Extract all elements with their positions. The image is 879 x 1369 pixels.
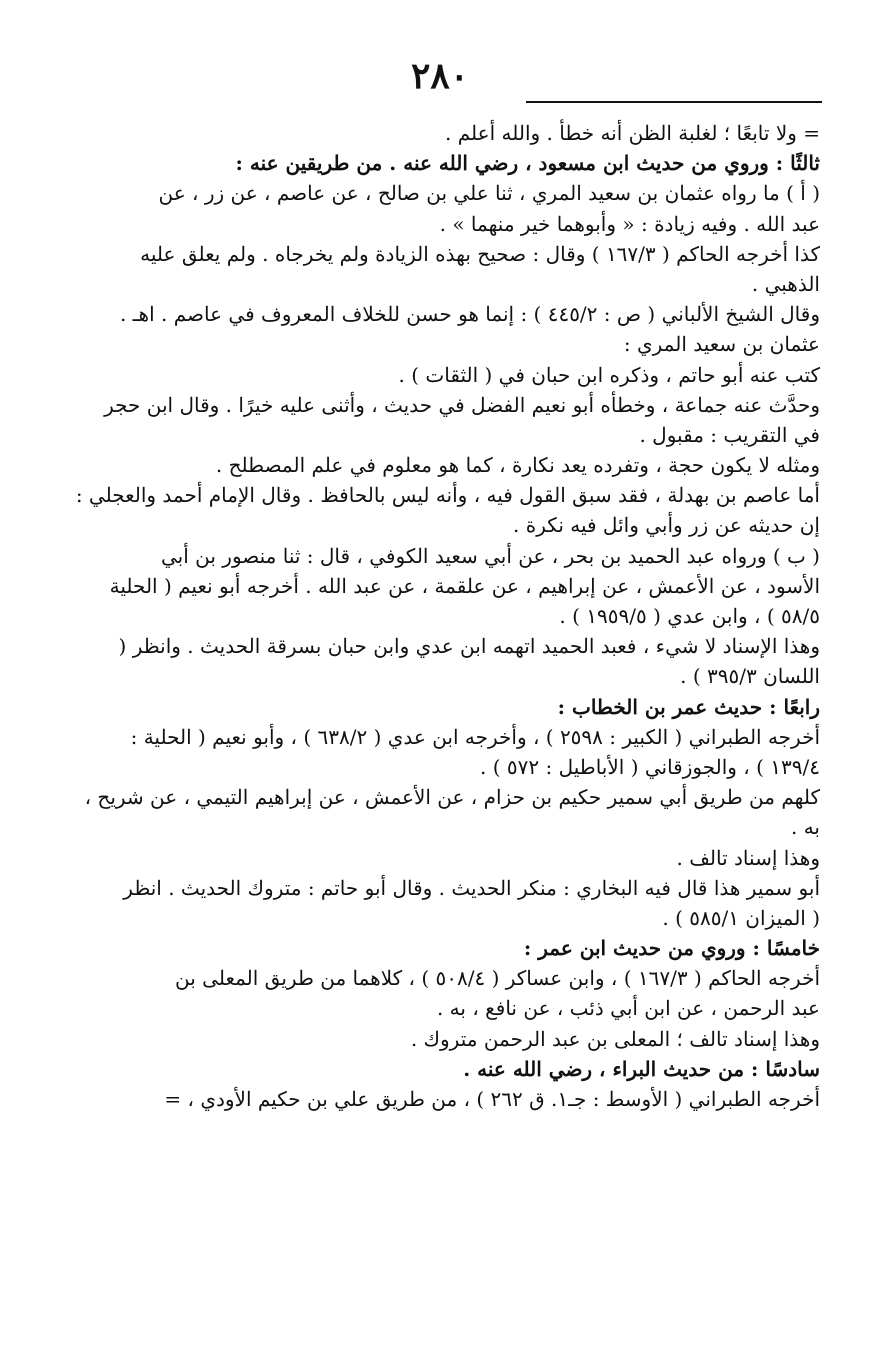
section-heading-line: سادسًا : من حديث البراء ، رضي الله عنه . [463,1056,820,1081]
text-line: عبد الله . وفيه زيادة : « وأبوهما خير منهما » . [439,211,820,236]
text-line: أخرجه الطبراني ( الكبير : ٢٥٩٨ ) ، وأخرجه ابن عدي ( ٦٣٨/٢ ) ، وأبو نعيم ( الحلية : [130,724,820,749]
text-line: اللسان ٣٩٥/٣ ) . [680,664,820,689]
text-line: ١٣٩/٤ ) ، والجوزقاني ( الأباطيل : ٥٧٢ ) . [480,754,820,779]
text-line: كتب عنه أبو حاتم ، وذكره ابن حبان في ( الثقات ) . [398,362,820,387]
text-line: الأسود ، عن الأعمش ، عن إبراهيم ، عن علقمة ، عن عبد الله . أخرجه أبو نعيم ( الحلية [109,573,820,598]
page-body [50,118,820,1114]
text-line: ( ب ) ورواه عبد الحميد بن بحر ، عن أبي سعيد الكوفي ، قال : ثنا منصور بن أبي [160,543,820,568]
text-line: ٥٨/٥ ) ، وابن عدي ( ١٩٥٩/٥ ) . [559,604,820,628]
text-line: ( الميزان ٥٨٥/١ ) . [662,905,820,930]
text-line: وحدَّث عنه جماعة ، وخطأه أبو نعيم الفضل في حديث ، وأثنى عليه خيرًا . وقال ابن حجر [104,392,820,417]
text-line: كلهم من طريق أبي سمير حكيم بن حزام ، عن الأعمش ، عن إبراهيم التيمي ، عن شريح ، [84,785,820,810]
text-line: وهذا إسناد تالف . [676,845,820,870]
text-line: كذا أخرجه الحاكم ( ١٦٧/٣ ) وقال : صحيح بهذه الزيادة ولم يخرجاه . ولم يعلق عليه [140,241,820,266]
text-line: وهذا الإسناد لا شيء ، فعبد الحميد اتهمه ابن عدي وابن حبان بسرقة الحديث . وانظر ( [118,634,820,659]
section-heading-line: رابعًا : حديث عمر بن الخطاب : [557,694,820,719]
text-line: أبو سمير هذا قال فيه البخاري : منكر الحديث . وقال أبو حاتم : متروك الحديث . انظر [123,875,820,900]
text-line: وهذا إسناد تالف ؛ المعلى بن عبد الرحمن متروك . [410,1026,820,1051]
text-line: ومثله لا يكون حجة ، وتفرده يعد نكارة ، كما هو معلوم في علم المصطلح . [215,453,820,478]
section-heading-line: ثالثًا : وروي من حديث ابن مسعود ، رضي الله عنه . من طريقين عنه : [235,151,820,176]
section-heading-line: خامسًا : وروي من حديث ابن عمر : [523,936,820,961]
text-line: = ولا تابعًا ؛ لغلبة الظن أنه خطأ . والله أعلم . [445,121,820,145]
text-line: به . [790,815,820,840]
text-line: في التقريب : مقبول . [639,422,820,447]
text-line: عثمان بن سعيد المري : [623,332,820,357]
header-rule [526,101,822,103]
text-line: عبد الرحمن ، عن ابن أبي ذئب ، عن نافع ، به . [436,996,820,1021]
page-number: ٢٨٠ [410,55,469,97]
text-line: ( أ ) ما رواه عثمان بن سعيد المري ، ثنا علي بن صالح ، عن عاصم ، عن زر ، عن [158,181,820,206]
text-line: الذهبي . [751,271,820,296]
text-line: أخرجه الطبراني ( الأوسط : جـ١. ق ٢٦٢ ) ، من طريق علي بن حكيم الأودي ، = [164,1087,820,1111]
text-line: وقال الشيخ الألباني ( ص : ٤٤٥/٢ ) : إنما هو حسن للخلاف المعروف في عاصم . اهـ . [119,302,820,327]
text-line: أما عاصم بن بهدلة ، فقد سبق القول فيه ، وأنه ليس بالحافظ . وقال الإمام أحمد والعجلي : [75,483,820,508]
text-line: أخرجه الحاكم ( ١٦٧/٣ ) ، وابن عساكر ( ٥٠٨/٤ ) ، كلاهما من طريق المعلى بن [175,966,820,991]
text-line: إن حديثه عن زر وأبي وائل فيه نكرة . [513,513,820,538]
